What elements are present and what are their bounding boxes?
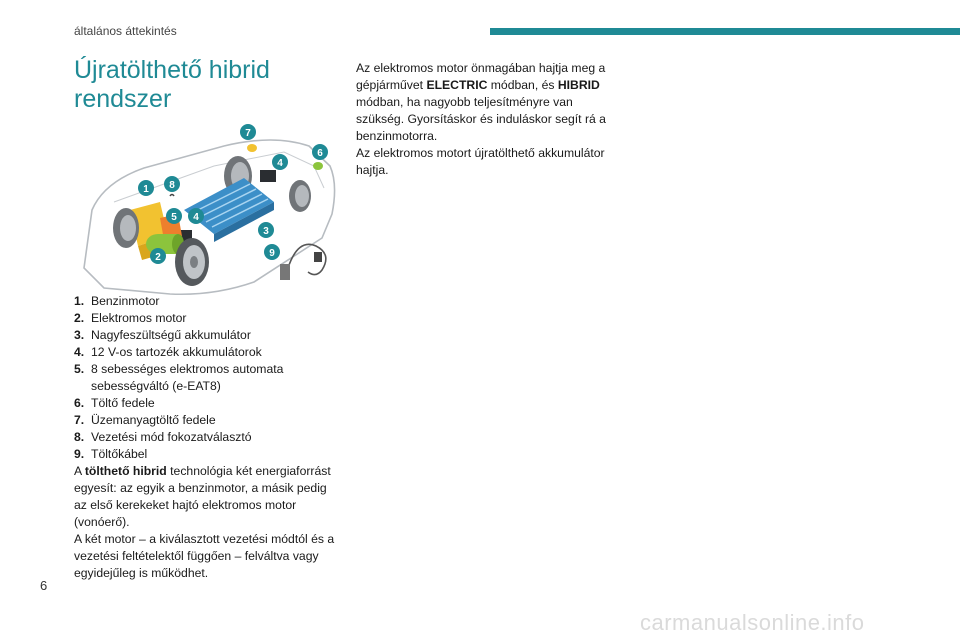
paragraph: A tölthető hibrid technológia két energiaforrást egyesít: az egyik a benzinmotor, a másik pedig az első kerekeket hajtó elektromos motor (vonóerő).: [74, 464, 331, 529]
svg-text:1: 1: [143, 184, 149, 195]
svg-text:7: 7: [245, 128, 251, 139]
page-title: Újratölthető hibrid rendszer: [74, 56, 270, 113]
callout-6: [312, 144, 328, 160]
header-rule: [490, 28, 960, 35]
watermark: carmanualsonline.info: [640, 610, 865, 635]
paragraph: A két motor – a kiválasztott vezetési módtól és a vezetési feltételektől függően – felváltva vagy egyidejűleg is működhet.: [74, 532, 335, 580]
legend-item: 3. Nagyfeszültségű akkumulátor: [74, 328, 251, 342]
callout-4b: [188, 208, 204, 224]
front-wheel-right: [175, 238, 209, 286]
front-wheel-left: [113, 208, 139, 248]
rear-wheel-right: [289, 180, 311, 212]
hybrid-description: [74, 463, 342, 582]
legend-item: 6. Töltő fedele: [74, 396, 155, 410]
gear-selector: [170, 195, 174, 197]
svg-text:2: 2: [155, 252, 161, 263]
legend-item: 8. Vezetési mód fokozatválasztó: [74, 430, 252, 444]
callout-9: [264, 244, 280, 260]
legend-item: 4. 12 V-os tartozék akkumulátorok: [74, 345, 262, 359]
callout-2: [150, 248, 166, 264]
legend-item: 5. 8 sebességes elektromos automata sebességváltó (e-EAT8): [74, 362, 284, 393]
charging-flap: [313, 162, 323, 170]
legend-item: 2. Elektromos motor: [74, 311, 187, 325]
svg-text:8: 8: [169, 180, 175, 191]
legend-item: 7. Üzemanyagtöltő fedele: [74, 413, 216, 427]
callout-5: [166, 208, 182, 224]
legend-item: 1. Benzinmotor: [74, 294, 160, 308]
callout-7: [240, 124, 256, 140]
12v-battery-rear: [260, 170, 276, 182]
fuel-flap: [247, 144, 257, 152]
hybrid-system-illustration: [74, 118, 344, 300]
callout-8: [164, 176, 180, 192]
paragraph: Az elektromos motort újratölthető akkumulátor hajtja.: [356, 146, 605, 177]
callout-3: [258, 222, 274, 238]
callout-4a: [272, 154, 288, 170]
svg-text:9: 9: [269, 248, 275, 259]
page-number: 6: [40, 578, 48, 593]
electric-motor-description: [356, 60, 612, 179]
component-legend: [74, 293, 344, 463]
svg-text:4: 4: [277, 158, 283, 169]
paragraph: Az elektromos motor önmagában hajtja meg a gépjárművet ELECTRIC módban, és HIBRID módban, ha nagyobb teljesítményre van szükség. Gyorsításkor és induláskor segít rá a benzinmotorra.: [356, 61, 606, 143]
svg-text:3: 3: [263, 226, 269, 237]
svg-text:4: 4: [193, 212, 199, 223]
legend-item: 9. Töltőkábel: [74, 447, 148, 461]
svg-text:6: 6: [317, 148, 323, 159]
section-header: általános áttekintés: [74, 24, 177, 38]
callout-1: [138, 180, 154, 196]
svg-text:5: 5: [171, 212, 177, 223]
